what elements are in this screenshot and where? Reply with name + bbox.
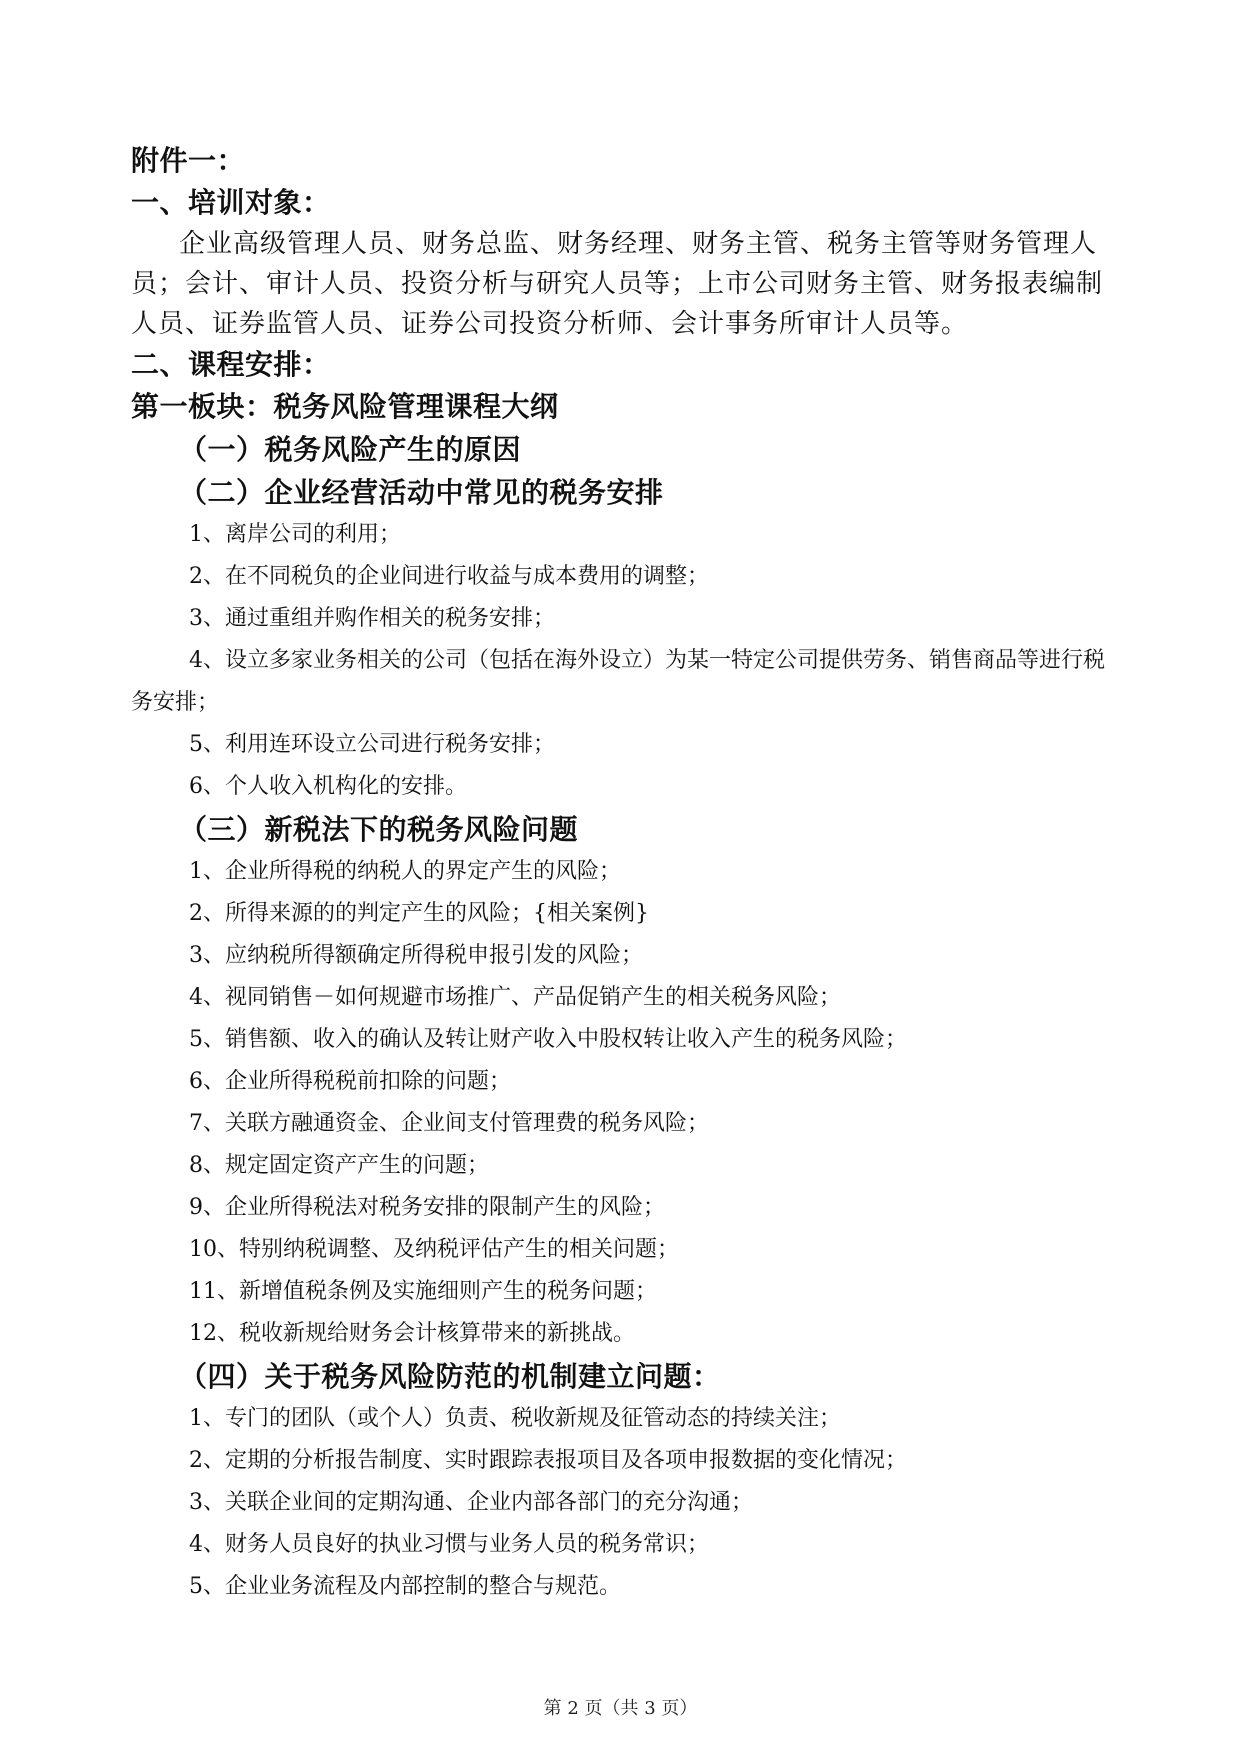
list-item: 10、特别纳税调整、及纳税评估产生的相关问题； <box>189 1237 679 1262</box>
list-item: 4、财务人员良好的执业习惯与业务人员的税务常识； <box>189 1532 709 1557</box>
list-item: 12、税收新规给财务会计核算带来的新挑战。 <box>189 1321 635 1346</box>
list-item: 3、应纳税所得额确定所得税申报引发的风险； <box>189 943 643 968</box>
list-item: 7、关联方融通资金、企业间支付管理费的税务风险； <box>189 1111 709 1136</box>
section-training-target-body: 企业高级管理人员、财务总监、财务经理、财务主管、税务主管等财务管理人员；会计、审计人员、投资分析与研究人员等；上市公司财务主管、财务报表编制人员、证券监管人员、证券公司投资分析师、会计事务所审计人员等。 <box>131 229 1104 339</box>
list-item: 3、通过重组并购作相关的税务安排； <box>189 606 555 631</box>
list-item: 5、销售额、收入的确认及转让财产收入中股权转让收入产生的税务风险； <box>189 1027 907 1052</box>
part-4-title: （四）关于税务风险防范的机制建立问题： <box>179 1360 721 1393</box>
section-course-arrangement-title: 二、课程安排： <box>131 348 331 381</box>
list-item: 1、企业所得税的纳税人的界定产生的风险； <box>189 859 621 884</box>
list-item: 1、专门的团队（或个人）负责、税收新规及征管动态的持续关注； <box>189 1406 841 1431</box>
list-item: 6、企业所得税税前扣除的问题； <box>189 1069 511 1094</box>
list-item: 3、关联企业间的定期沟通、企业内部各部门的充分沟通； <box>189 1490 753 1515</box>
module-1-title: 第一板块：税务风险管理课程大纲 <box>131 390 559 423</box>
list-item: 2、所得来源的的判定产生的风险；{相关案例} <box>189 901 649 926</box>
list-item: 4、设立多家业务相关的公司（包括在海外设立）为某一特定公司提供劳务、销售商品等进行税务安排； <box>131 648 1106 715</box>
list-item: 2、在不同税负的企业间进行收益与成本费用的调整； <box>189 564 709 589</box>
section-training-target-title: 一、培训对象： <box>131 186 331 219</box>
part-2-title: （二）企业经营活动中常见的税务安排 <box>179 476 664 509</box>
part-3-title: （三）新税法下的税务风险问题 <box>179 813 579 846</box>
list-item: 4、视同销售－如何规避市场推广、产品促销产生的相关税务风险； <box>189 985 841 1010</box>
list-item: 8、规定固定资产产生的问题； <box>189 1153 489 1178</box>
list-item: 6、个人收入机构化的安排。 <box>189 774 467 799</box>
list-item: 9、企业所得税法对税务安排的限制产生的风险； <box>189 1195 665 1220</box>
attachment-title: 附件一： <box>131 144 246 177</box>
document-content <box>131 140 1121 1608</box>
list-item: 11、新增值税条例及实施细则产生的税务问题； <box>189 1279 657 1304</box>
part-2-list <box>131 514 1121 808</box>
list-item: 1、离岸公司的利用； <box>189 522 401 547</box>
page-number-footer: 第 2 页（共 3 页） <box>543 1698 698 1719</box>
part-1-title: （一）税务风险产生的原因 <box>179 433 522 466</box>
list-item: 5、利用连环设立公司进行税务安排； <box>189 732 555 757</box>
part-3-list <box>131 851 1121 1355</box>
list-item: 2、定期的分析报告制度、实时跟踪表报项目及各项申报数据的变化情况； <box>189 1448 907 1473</box>
part-4-list <box>131 1398 1121 1608</box>
list-item: 5、企业业务流程及内部控制的整合与规范。 <box>189 1574 621 1599</box>
